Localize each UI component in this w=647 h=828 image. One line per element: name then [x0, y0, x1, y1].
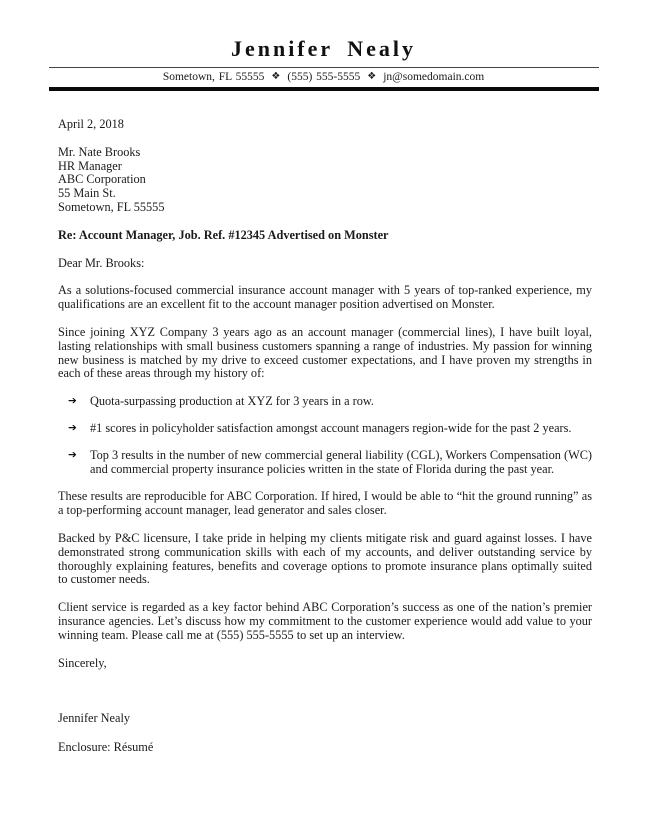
letterhead — [0, 0, 647, 91]
list-item — [68, 395, 592, 409]
arrow-bullet-icon: ➔ — [68, 421, 77, 434]
arrow-bullet-icon: ➔ — [68, 448, 77, 461]
list-item — [68, 422, 592, 436]
recipient-title: HR Manager — [58, 158, 122, 173]
contact-location: Sometown, FL 55555 — [162, 71, 265, 83]
diamond-icon: ❖ — [367, 71, 377, 82]
call-to-action-paragraph: Client service is regarded as a key factor behind ABC Corporation’s success as one of the nation’s premier insurance agencies. Let’s discuss how my commitment to the customer experience would add value to your winning team. Please call me at (555) 555-5555 to set up an interview. — [58, 600, 592, 642]
recipient-city: Sometown, FL 55555 — [58, 199, 165, 214]
recipient-address — [58, 146, 592, 215]
recipient-name: Mr. Nate Brooks — [58, 144, 141, 159]
achievement-text: #1 scores in policyholder satisfaction amongst account managers region-wide for the past 2 years. — [90, 420, 572, 435]
letter-date: April 2, 2018 — [58, 117, 124, 131]
closing: Sincerely, — [58, 655, 107, 670]
arrow-bullet-icon: ➔ — [68, 395, 77, 408]
experience-paragraph: Since joining XYZ Company 3 years ago as an account manager (commercial lines), I have built loyal, lasting relationships with small business customers spanning a range of industries. My passion for winning new business is matched by my drive to exceed customer expectations, and I have proven my strengths in each of these areas through my history of: — [58, 324, 592, 381]
contact-email: jn@somedomain.com — [383, 71, 485, 83]
contact-bar — [49, 67, 599, 91]
intro-paragraph: As a solutions-focused commercial insurance account manager with 5 years of top-ranked experience, my qualifications are an excellent fit to the account manager position advertised on Monster. — [58, 283, 592, 312]
recipient-street: 55 Main St. — [58, 186, 116, 201]
enclosure-note: Enclosure: Résumé — [58, 740, 154, 755]
contact-phone: (555) 555-5555 — [287, 71, 361, 83]
list-item — [68, 449, 592, 477]
skills-paragraph: Backed by P&C licensure, I take pride in helping my clients mitigate risk and guard against losses. I have demonstrated strong communication skills with each of my accounts, and deliver outstanding service by thoroughly explaining features, benefits and coverage options to promote insurance plans optimally suited to customer needs. — [58, 530, 592, 587]
achievement-text: Top 3 results in the number of new commercial general liability (CGL), Workers Compensation (WC) and commercial property insurance policies written in the state of Florida during the past year. — [90, 447, 592, 476]
subject-line: Re: Account Manager, Job. Ref. #12345 Advertised on Monster — [58, 227, 389, 242]
diamond-icon: ❖ — [271, 71, 281, 82]
letter-body — [0, 91, 647, 755]
recipient-company: ABC Corporation — [58, 172, 146, 187]
page-title: Jennifer Nealy — [230, 36, 417, 61]
salutation: Dear Mr. Brooks: — [58, 255, 145, 270]
signature-name: Jennifer Nealy — [58, 711, 131, 726]
achievement-text: Quota-surpassing production at XYZ for 3 years in a row. — [90, 394, 375, 409]
results-paragraph: These results are reproducible for ABC Corporation. If hired, I would be able to “hit the ground running” as a top-performing account manager, lead generator and sales closer. — [58, 489, 592, 518]
achievement-list — [58, 395, 592, 476]
